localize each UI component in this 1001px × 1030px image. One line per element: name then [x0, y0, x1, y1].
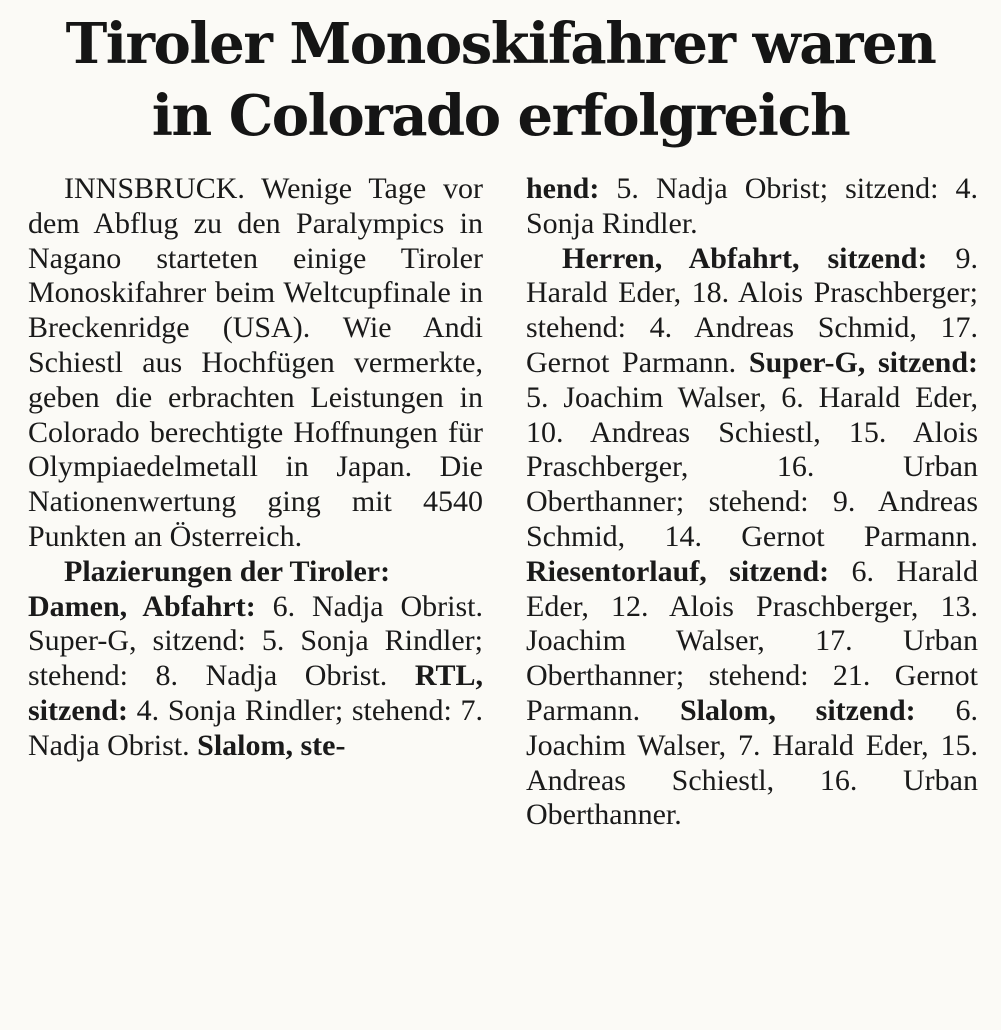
- herren-abfahrt-text: 9. Harald Eder, 18. Alois Praschberger; stehend: 4. Andreas Schmid, 17. Gernot Parmann.: [526, 241, 978, 379]
- intro-paragraph: [28, 172, 483, 555]
- herren-slalom-label: Slalom, sitzend:: [679, 693, 916, 727]
- headline: [0, 8, 1001, 152]
- damen-rtl-text: 4. Sonja Rindler; stehend: 7. Nadja Obrist.: [28, 693, 483, 762]
- herren-superg-text: 5. Joachim Walser, 6. Harald Eder, 10. Andreas Schiestl, 15. Alois Praschberger, 16. Urban Oberthanner; stehend: 9. Andreas Schmid, 14. Gernot Parmann.: [526, 380, 978, 553]
- damen-slalom-label: Slalom, ste-: [197, 728, 346, 762]
- right-column: [526, 172, 978, 833]
- damen-slalom-label-cont: hend:: [526, 172, 600, 205]
- intro-text: INNSBRUCK. Wenige Tage vor dem Abflug zu den Paralympics in Nagano starteten einige Tiroler Monoskifahrer beim Weltcupfinale in Breckenridge (USA). Wie Andi Schiestl aus Hochfügen vermerkte, geben die erbrachten Leistungen in Colorado berechtigte Hoffnungen für Olympiaedelmetall in Japan. Die Nationenwertung ging mit 4540 Punkten an Österreich.: [28, 172, 483, 553]
- herren-heading: Herren, Abfahrt, sitzend:: [562, 241, 928, 275]
- herren-paragraph: [526, 242, 978, 834]
- damen-slalom-continued: [526, 172, 978, 242]
- herren-rtl-label: Riesentorlauf, sitzend:: [526, 554, 830, 588]
- damen-paragraph: [28, 555, 483, 764]
- headline-line-2: in Colorado erfolgreich: [151, 83, 850, 149]
- damen-slalom-text: 5. Nadja Obrist; sitzend: 4. Sonja Rindler.: [526, 172, 978, 240]
- herren-slalom-text: 6. Joachim Walser, 7. Harald Eder, 15. Andreas Schiestl, 16. Urban Oberthanner.: [526, 693, 979, 832]
- herren-rtl-text: 6. Harald Eder, 12. Alois Praschberger, 13. Joachim Walser, 17. Urban Oberthanner; stehend: 21. Gernot Parmann.: [526, 554, 978, 727]
- headline-line-1: Tiroler Monoskifahrer waren: [65, 11, 936, 77]
- herren-superg-label: Super-G, sitzend:: [748, 345, 978, 379]
- placings-heading: Plazierungen der Tiroler:: [64, 554, 391, 588]
- damen-rtl-label: RTL, sitzend:: [28, 659, 483, 727]
- damen-abfahrt-label: Damen, Abfahrt:: [28, 589, 256, 623]
- left-column: [28, 172, 483, 764]
- damen-abfahrt-text: 6. Nadja Obrist. Super-G, sitzend: 5. Sonja Rindler; stehend: 8. Nadja Obrist.: [28, 589, 483, 693]
